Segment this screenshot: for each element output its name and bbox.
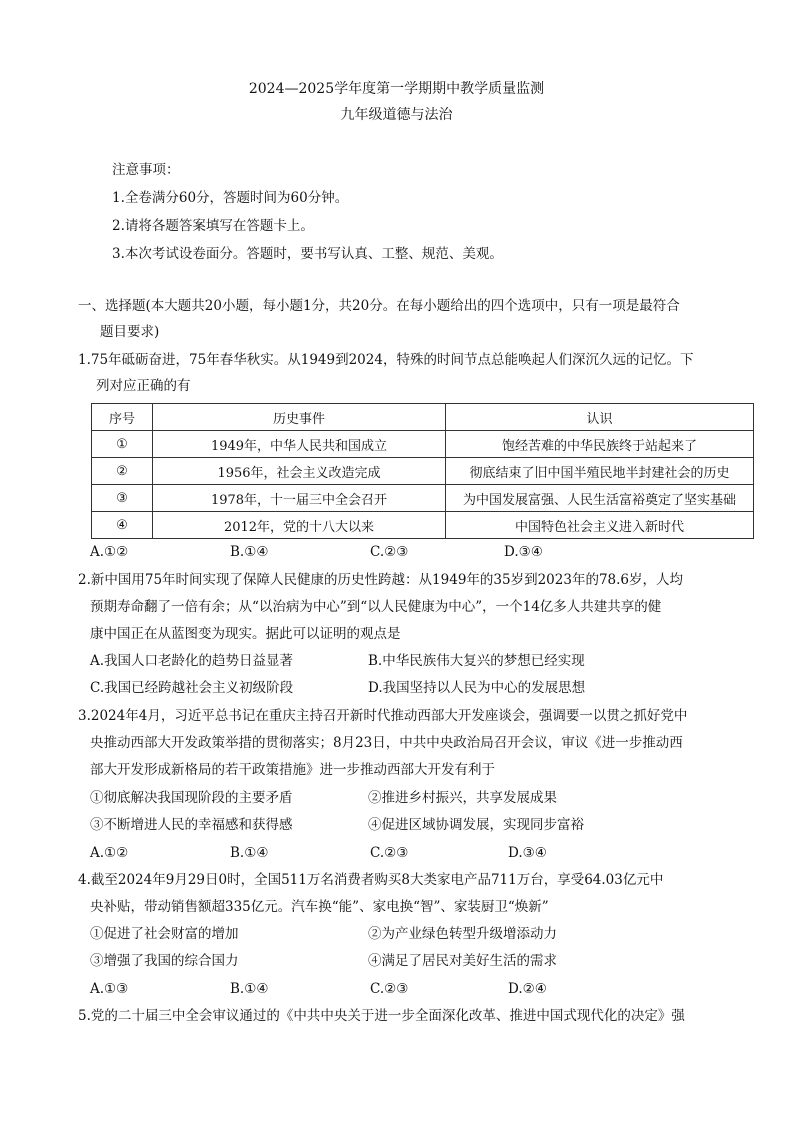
table-cell: 彻底结束了旧中国半殖民地半封建社会的历史: [446, 458, 754, 485]
table-cell: ④: [92, 512, 153, 539]
option-b[interactable]: B.①④: [230, 845, 269, 861]
table-cell: 饱经苦难的中华民族终于站起来了: [446, 431, 754, 458]
q3-stem-cont: 部大开发形成新格局的若干政策措施》进一步推动西部大开发有利于: [90, 762, 495, 778]
notice-item: 3.本次考试设卷面分。答题时，要书写认真、工整、规范、美观。: [112, 246, 503, 262]
table-cell: ③: [92, 485, 153, 512]
table-cell: 为中国发展富强、人民生活富裕奠定了坚实基础: [446, 485, 754, 512]
exam-title: 2024—2025学年度第一学期期中教学质量监测: [248, 81, 545, 97]
option-b[interactable]: B.中华民族伟大复兴的梦想已经实现: [368, 653, 585, 669]
table-row: [92, 512, 754, 539]
q2-stem-cont: 康中国正在从蓝图变为现实。据此可以证明的观点是: [90, 626, 401, 642]
table-header-cell: 认识: [446, 404, 754, 431]
table-header-cell: 历史事件: [153, 404, 446, 431]
option-a[interactable]: A.①②: [90, 845, 129, 861]
q4-stem-cont: 央补贴，带动销售额超335亿元。汽车换“能”、家电换“智”、家装厨卫“焕新”: [90, 899, 549, 915]
table-cell: ①: [92, 431, 153, 458]
statement-item: ④促进区域协调发展，实现同步富裕: [368, 817, 584, 833]
option-d[interactable]: D.②④: [508, 981, 547, 997]
statement-item: ④满足了居民对美好生活的需求: [368, 953, 557, 969]
section-heading: 一、选择题(本大题共20小题，每小题1分，共20分。在每小题给出的四个选项中，只有一项是最符合: [78, 298, 680, 314]
table-cell: 1949年，中华人民共和国成立: [153, 431, 446, 458]
table-cell: 1956年，社会主义改造完成: [153, 458, 446, 485]
table-row: [92, 458, 754, 485]
statement-item: ③增强了我国的综合国力: [90, 953, 239, 969]
notice-item: 2.请将各题答案填写在答题卡上。: [112, 218, 314, 234]
exam-subtitle: 九年级道德与法治: [340, 107, 453, 123]
option-d[interactable]: D.我国坚持以人民为中心的发展思想: [368, 680, 586, 696]
statement-item: ③不断增进人民的幸福感和获得感: [90, 817, 293, 833]
table-header-row: [92, 404, 754, 431]
notice-heading: 注意事项：: [112, 162, 180, 178]
statement-item: ②推进乡村振兴，共享发展成果: [368, 790, 557, 806]
option-b[interactable]: B.①④: [230, 981, 269, 997]
table-cell: ②: [92, 458, 153, 485]
option-c[interactable]: C.我国已经跨越社会主义初级阶段: [90, 680, 294, 696]
table-cell: 中国特色社会主义进入新时代: [446, 512, 754, 539]
table-row: [92, 431, 754, 458]
table-row: [92, 485, 754, 512]
option-c[interactable]: C.②③: [370, 845, 409, 861]
notice-item: 1.全卷满分60分，答题时间为60分钟。: [112, 190, 349, 206]
q1-stem-cont: 列对应正确的有: [96, 378, 191, 394]
notice-section: [112, 160, 503, 272]
option-d[interactable]: D.③④: [504, 544, 543, 560]
option-a[interactable]: A.我国人口老龄化的趋势日益显著: [90, 653, 294, 669]
option-c[interactable]: C.②③: [370, 544, 409, 560]
statement-item: ②为产业绿色转型升级增添动力: [368, 926, 557, 942]
option-b[interactable]: B.①④: [230, 544, 269, 560]
q2-stem-cont: 预期寿命翻了一倍有余；从“以治病为中心”到“以人民健康为中心”，一个14亿多人共建共享的健: [90, 599, 662, 615]
q5-stem: 5.党的二十届三中全会审议通过的《中共中央关于进一步全面深化改革、推进中国式现代化的决定》强: [78, 1008, 685, 1024]
section-heading-cont: 题目要求): [100, 324, 160, 340]
option-a[interactable]: A.①②: [90, 544, 129, 560]
q2-stem: 2.新中国用75年时间实现了保障人民健康的历史性跨越：从1949年的35岁到2023年的78.6岁，人均: [78, 572, 684, 588]
q4-stem: 4.截至2024年9月29日0时，全国511万名消费者购买8大类家电产品711万台，享受64.03亿元中: [78, 872, 664, 888]
q1-stem: 1.75年砥砺奋进，75年春华秋实。从1949到2024，特殊的时间节点总能唤起人们深沉久远的记忆。下: [78, 352, 694, 368]
option-c[interactable]: C.②③: [370, 981, 409, 997]
q3-stem-cont: 央推动西部大开发政策举措的贯彻落实；8月23日，中共中央政治局召开会议，审议《进一步推动西: [90, 735, 683, 751]
statement-item: ①彻底解决我国现阶段的主要矛盾: [90, 790, 293, 806]
table-header-cell: 序号: [92, 404, 153, 431]
table-cell: 1978年，十一届三中全会召开: [153, 485, 446, 512]
q3-stem: 3.2024年4月，习近平总书记在重庆主持召开新时代推动西部大开发座谈会，强调要一以贯之抓好党中: [78, 708, 688, 724]
option-d[interactable]: D.③④: [508, 845, 547, 861]
option-a[interactable]: A.①③: [90, 981, 129, 997]
q1-table: [91, 403, 754, 539]
statement-item: ①促进了社会财富的增加: [90, 926, 239, 942]
table-cell: 2012年，党的十八大以来: [153, 512, 446, 539]
